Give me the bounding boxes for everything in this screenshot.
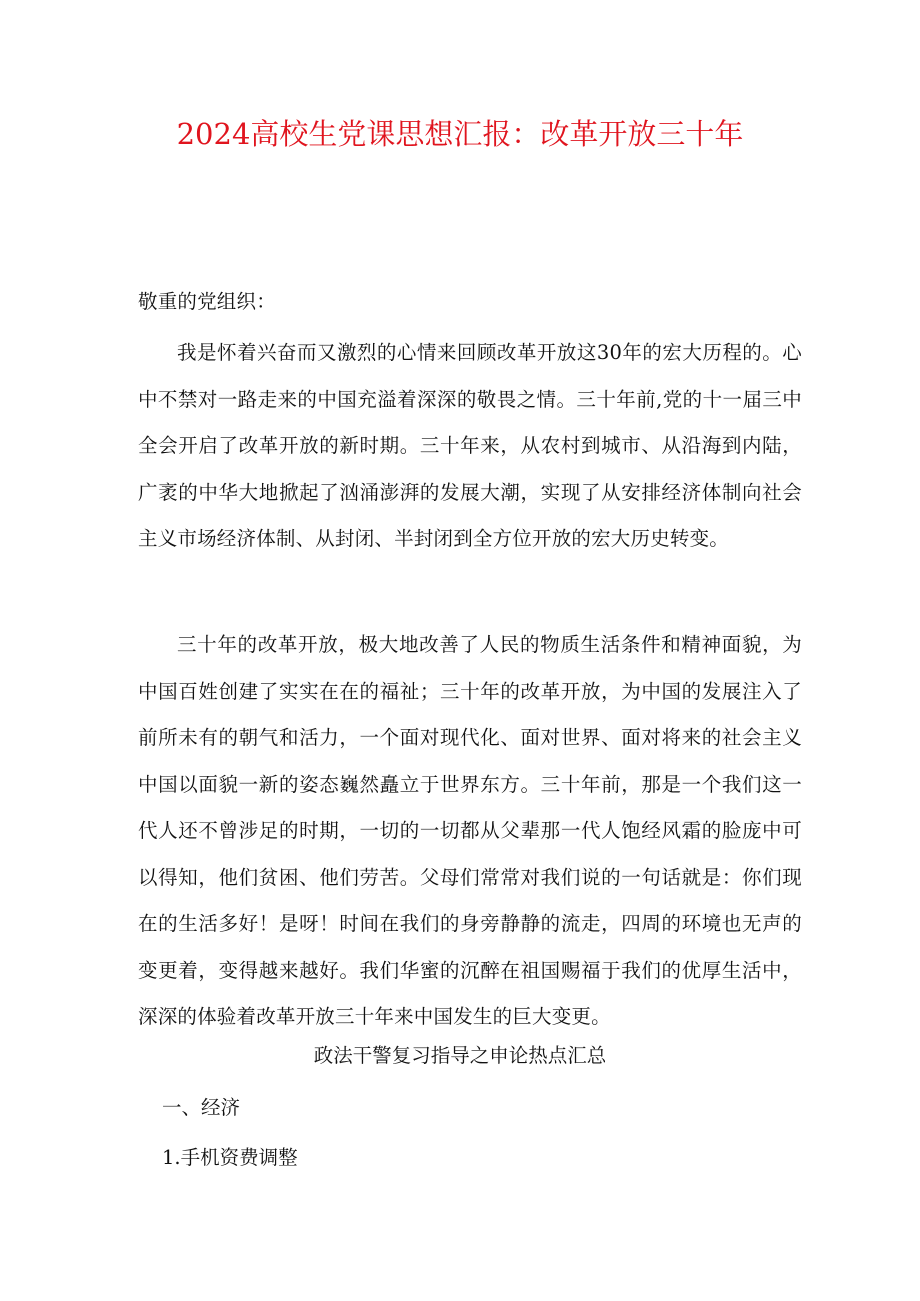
greeting: 敬重的党组织：: [138, 290, 276, 313]
document-title: 2024高校生党课思想汇报：改革开放三十年: [176, 117, 744, 151]
section-heading: 一、经济: [162, 1096, 241, 1119]
paragraph-2: 三十年的改革开放，极大地改善了人民的物质生活条件和精神面貌，为中国百姓创建了实实在在的福祉；三十年的改革开放，为中国的发展注入了前所未有的朝气和活力，一个面对现代化、面对世界、面对将来的社会主义中国以面貌一新的姿态巍然矗立于世界东方。三十年前，那是一个我们这一代人还不曾涉足的时期，一切的一切都从父辈那一代人饱经风霜的脸庞中可以得知，他们贫困、他们劳苦。父母们常常对我们说的一句话就是：你们现在的生活多好！是呀！时间在我们的身旁静静的流走，四周的环境也无声的变更着，变得越来越好。我们华蜜的沉醉在祖国赐福于我们的优厚生活中，深深的体验着改革开放三十年来中国发生的巨大变更。: [138, 633, 802, 1028]
subtitle: 政法干警复习指导之申论热点汇总: [313, 1044, 607, 1067]
item-heading: 1.手机资费调整: [162, 1146, 298, 1169]
paragraph-1: 我是怀着兴奋而又激烈的心情来回顾改革开放这30年的宏大历程的。心中不禁对一路走来的中国充溢着深深的敬畏之情。三十年前,党的十一届三中全会开启了改革开放的新时期。三十年来，从农村到城市、从沿海到内陆，广袤的中华大地掀起了汹涌澎湃的发展大潮，实现了从安排经济体制向社会主义市场经济体制、从封闭、半封闭到全方位开放的宏大历史转变。: [138, 341, 802, 550]
